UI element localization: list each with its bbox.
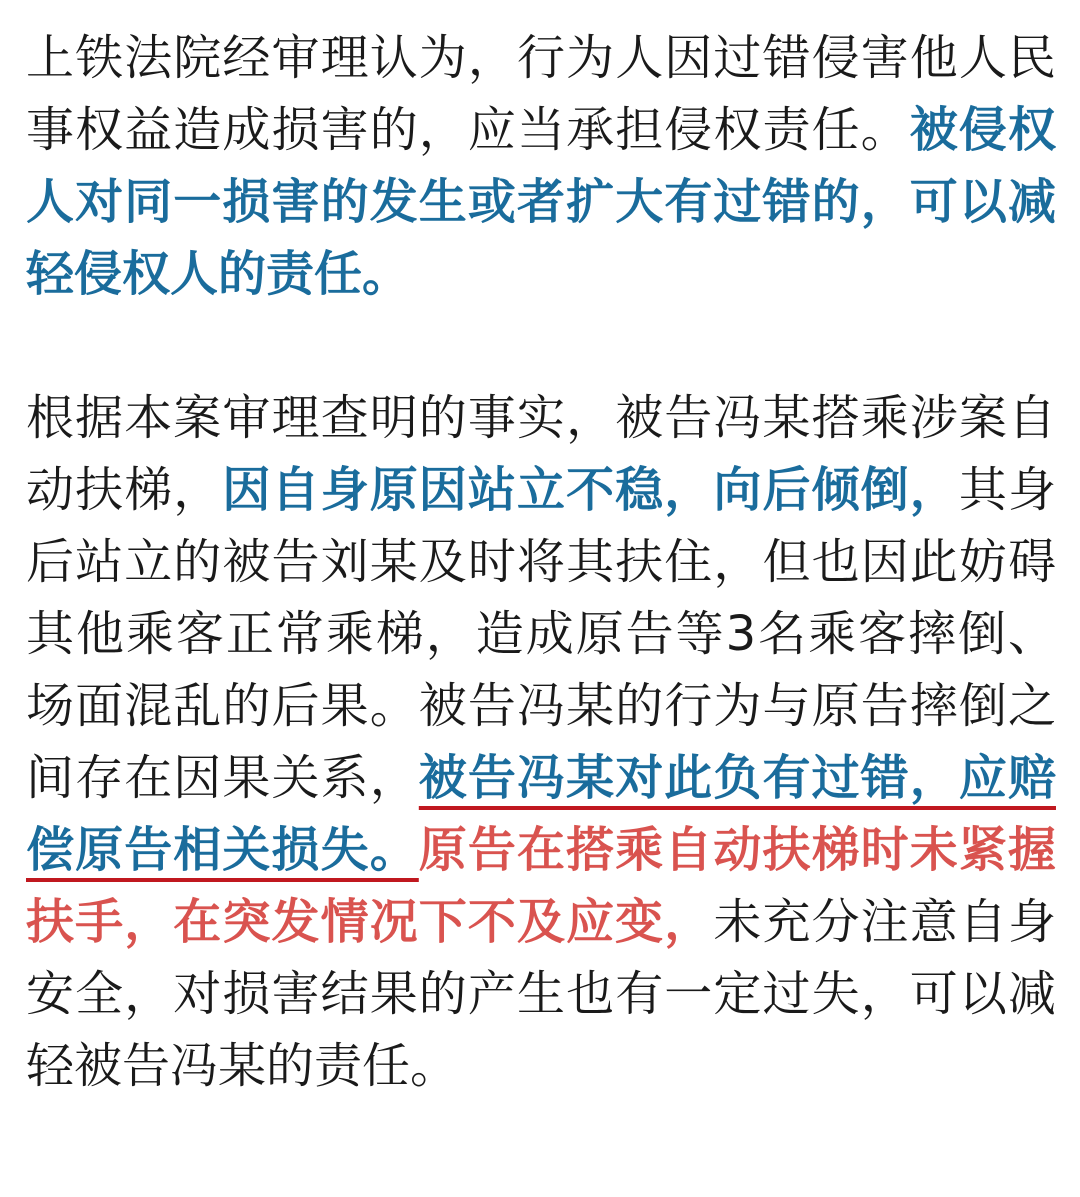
facts-text-3: 未充分注意自身安全，对损害结果的产生也有一定过失，可以减轻被告冯某的责任。	[26, 894, 1056, 1094]
facts-text-1: 根据本案审理查明的事实，被告冯某搭乘涉案自动扶梯，	[26, 390, 1056, 518]
facts-text-2: 其身后站立的被告刘某及时将其扶住，但也因此妨碍其他乘客正常乘梯，造成原告等3名乘客摔倒、场面混乱的后果。被告冯某的行为与原告摔倒之间存在因果关系，	[26, 462, 1056, 806]
facts-emphasis-1: 因自身原因站立不稳，向后倾倒，	[222, 462, 959, 518]
paragraph-spacer	[26, 310, 1056, 382]
paragraph-court-ruling	[26, 22, 1056, 310]
paragraph-case-facts	[26, 382, 1056, 1102]
article-body	[26, 22, 1056, 1102]
facts-emphasis-red: 原告在搭乘自动扶梯时未紧握扶手，在突发情况下不及应变，	[26, 822, 1056, 950]
ruling-emphasis: 被侵权人对同一损害的发生或者扩大有过错的，可以减轻侵权人的责任。	[26, 102, 1056, 302]
facts-emphasis-underlined: 被告冯某对此负有过错，应赔偿原告相关损失。	[26, 750, 1056, 878]
ruling-text: 上铁法院经审理认为，行为人因过错侵害他人民事权益造成损害的，应当承担侵权责任。	[26, 30, 1056, 158]
